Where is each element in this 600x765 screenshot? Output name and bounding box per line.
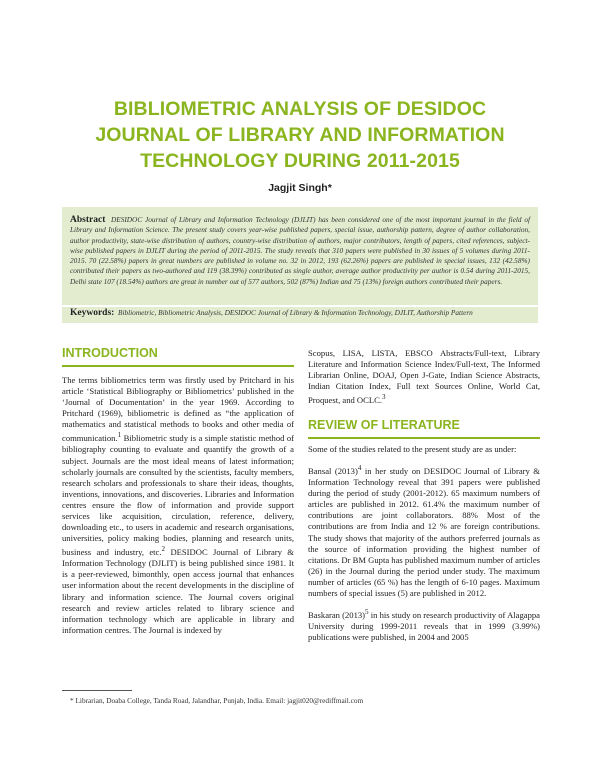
introduction-heading: INTRODUCTION [62, 346, 158, 360]
keywords-box [62, 307, 538, 323]
footnote-rule [62, 690, 132, 691]
baskaran-paragraph [308, 607, 540, 643]
abstract-text: DESIDOC Journal of Library and Information Technology (DJLIT) has been considered one of the most important journal in the field of Library and Information Science. The present study covers year-wise published papers, special issue, authorship pattern, degree of author collaboration, author productivity, state-wise distribution of authors, country-wise distribution of authors, major contributors, length of papers, cited references, subject-wise published papers in DJLIT during the period of 2011-2015. The study reveals that 310 papers were published in 30 issues of 5 volumes during 2011-2015. 70 (22.58%) papers in great numbers are published in volume no. 32 in 2012, 193 (62.26%) papers are published in special issues, 132 (42.58%) contributed their papers as two-authored and 119 (38.39%) contributed as single author, average author productivity per author is 0.54 during 2011-2015, Delhi state 107 (18.54%) authors are great in number out of 577 authors, 502 (87%) Indian and 75 (13%) foreign authors contributed their papers. [70, 215, 531, 286]
keywords-label: Keywords: [70, 308, 115, 318]
bansal-citation: Bansal (2013) [308, 465, 358, 476]
right-column [308, 444, 540, 643]
intro-paragraph [62, 375, 294, 636]
ref-1: 1 [117, 431, 122, 440]
title-line-1: BIBLIOMETRIC ANALYSIS OF DESIDOC [113, 98, 487, 120]
intro-text-3: DESIDOC Journal of Library & Information Technology (DJLIT) is being published since 1981. It is a peer-reviewed, bimonthly, open access journal that enhances user information about the recent developments in the discipline of library and information science. The Journal covers original research and review articles related to library science and information technology which are applicable in library and information centres. The Journal is indexed by [62, 547, 294, 635]
bansal-paragraph [308, 463, 540, 599]
keywords-text: Bibliometric, Bibliometric Analysis, DESIDOC Journal of Library & Information Technology, DJLIT, Authorship Pattern [117, 308, 473, 317]
ref-2: 2 [161, 545, 166, 554]
ref-4: 4 [357, 464, 362, 473]
review-rule [308, 437, 540, 439]
ref-5: 5 [365, 608, 369, 617]
abstract-box [62, 207, 538, 305]
ref-3: 3 [382, 393, 386, 402]
introduction-rule [62, 365, 294, 367]
author-name: Jagjit Singh* [268, 182, 332, 194]
indexing-paragraph [308, 348, 540, 406]
paper-title [40, 96, 560, 174]
title-line-2: JOURNAL OF LIBRARY AND INFORMATION [95, 124, 505, 146]
right-column-top [308, 348, 540, 406]
title-line-3: TECHNOLOGY DURING 2011-2015 [140, 150, 460, 172]
footnote: * Librarian, Doaba College, Tanda Road, Jalandhar, Punjab, India. Email: jagjit020@rediffmail.com [70, 696, 364, 705]
abstract-label: Abstract [70, 215, 106, 225]
left-column [62, 375, 294, 636]
review-heading: REVIEW OF LITERATURE [308, 418, 460, 432]
bansal-text: in her study on DESIDOC Journal of Library & Information Technology reveal that 391 papers were published during the period of study (2001-2012). 65 maximum numbers of articles are published in 2012. 61.4% the maximum number of contributions are joint collaborators. 88% Most of the contributions are from India and 12 % are foreign contributions. The study shows that majority of the authors preferred journals as the source of information providing the highest number of citations. Dr BM Gupta has published maximum number of articles (26) in the Journal during the period under study. The maximum number of articles (65 %) has the length of 6-10 pages. Maximum numbers of special issues (5) are published in 2012. [308, 465, 540, 598]
indexing-text: Scopus, LISA, LISTA, EBSCO Abstracts/Full-text, Library Literature and Information Science Index/Full-text, The Informed Librarian Online, DOAJ, Open J-Gate, Indian Science Abstracts, Indian Citation Index, Full text Sources Online, World Cat, Proquest, and OCLC. [308, 348, 540, 406]
review-intro: Some of the studies related to the present study are as under: [308, 444, 517, 454]
intro-text-2: Bibliometric study is a simple statistic method of bibliography counting to evaluate and quantify the growth of a subject. Journals are the most ideal means of latest information; scholarly journals are consulted by the scientists, faculty members, research scholars and professionals to share their ideas, thoughts, inventions, innovations, and discoveries. Libraries and Information centres ensure the flow of information and provide support services like acquisition, circulation, reference, delivery, downloading etc., to users in academic and research organisations, universities, policy making bodies, planning and research units, business and industry, etc. [62, 433, 294, 558]
intro-text-1: The terms bibliometrics term was firstly used by Pritchard in his article ‘Statistical Bibliography or Bibliometrics’ published in the ‘Journal of Documentation’ in the year 1969. According to Pritchard (1969), bibliometric is defined as “the application of mathematics and statistical methods to books and other media of communication. [62, 375, 294, 444]
baskaran-citation: Baskaran (2013) [308, 609, 366, 620]
baskaran-text: in his study on research productivity of Alagappa University during 1999-2011 reveals that in 1999 (3.99%) publications were published, in 2004 and 2005 [308, 609, 540, 643]
